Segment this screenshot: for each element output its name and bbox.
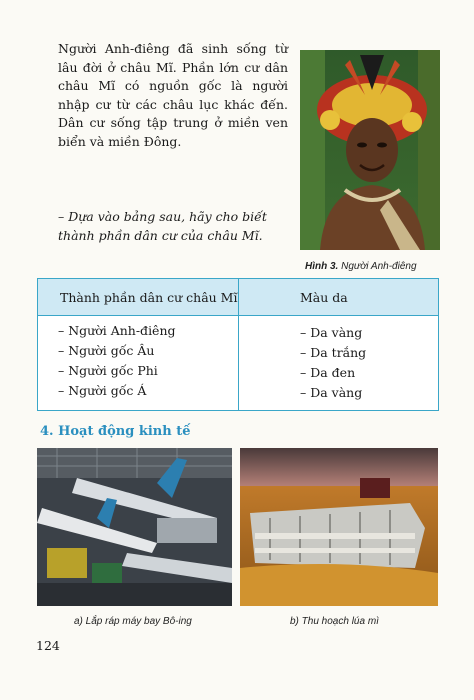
population-list bbox=[58, 321, 176, 401]
section-heading: 4. Hoạt động kinh tế bbox=[40, 424, 191, 439]
list-item: – Da vàng bbox=[300, 385, 363, 400]
list-item: – Da vàng bbox=[300, 325, 363, 340]
wheat-harvest-photo bbox=[240, 448, 438, 606]
aircraft-assembly-photo bbox=[37, 448, 232, 606]
population-table bbox=[37, 278, 439, 411]
native-american-photo bbox=[300, 50, 440, 250]
table-divider bbox=[238, 279, 239, 410]
table-header-population: Thành phần dân cư châu Mĩ bbox=[60, 290, 238, 305]
table-header-skin-color: Màu da bbox=[300, 290, 348, 305]
list-item: – Người gốc Âu bbox=[58, 343, 155, 358]
figure-a-caption: a) Lắp ráp máy bay Bô-ing bbox=[74, 616, 192, 627]
list-item: – Người gốc Á bbox=[58, 383, 147, 398]
figure-b-caption: b) Thu hoạch lúa mì bbox=[290, 616, 379, 627]
skin-color-list bbox=[300, 323, 366, 403]
intro-paragraph: Người Anh-điêng đã sinh sống từ lâu đời ở châu Mĩ. Phần lớn cư dân châu Mĩ có nguồn gốc là người nhập cư từ các châu lục khác đến. Dân cư sống tập trung ở miền ven biển và miền Đông. bbox=[58, 41, 288, 149]
list-item: – Người Anh-điêng bbox=[58, 323, 176, 338]
figure3-label: Hình 3. bbox=[305, 261, 339, 272]
list-item: – Người gốc Phi bbox=[58, 363, 158, 378]
page-number: 124 bbox=[36, 638, 60, 653]
question-text: – Dựa vào bảng sau, hãy cho biết thành phần dân cư của châu Mĩ. bbox=[58, 209, 267, 243]
list-item: – Da trắng bbox=[300, 345, 367, 360]
figure3-caption bbox=[305, 261, 455, 272]
list-item: – Da đen bbox=[300, 365, 356, 380]
figure3-caption-text: Người Anh-điêng bbox=[341, 261, 417, 272]
